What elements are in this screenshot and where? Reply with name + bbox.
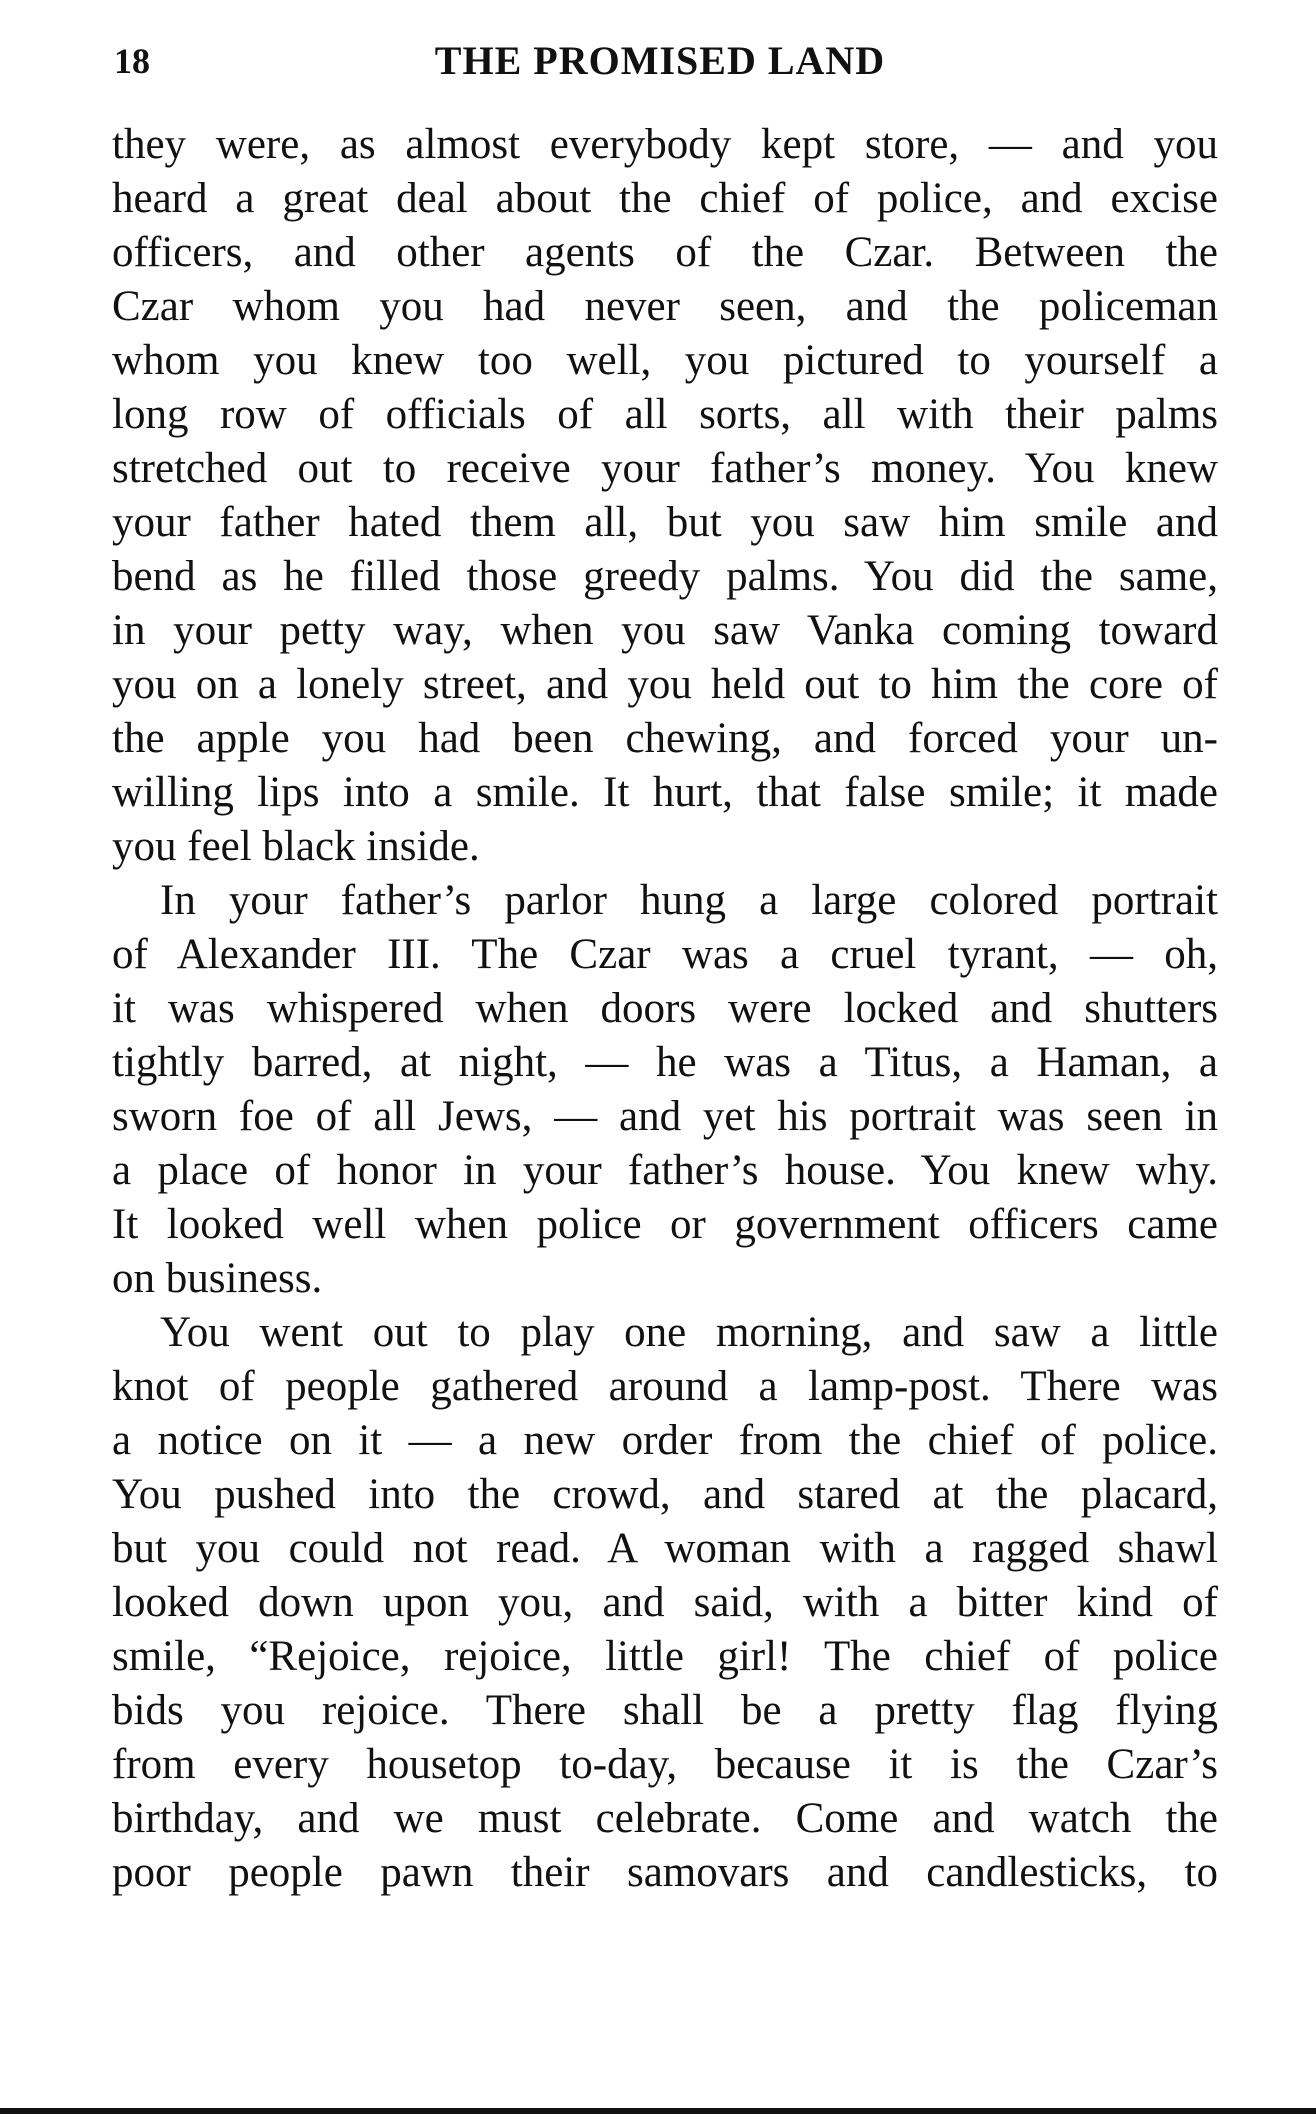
text-line: Czar whom you had never seen, and the policeman — [112, 283, 1218, 330]
paragraph-1 — [112, 118, 1218, 874]
text-line: sworn foe of all Jews, — and yet his portrait was seen in — [112, 1093, 1218, 1140]
text-line: bend as he filled those greedy palms. You did the same, — [112, 553, 1218, 600]
body-text — [112, 118, 1218, 1900]
text-line: knot of people gathered around a lamp-post. There was — [112, 1363, 1218, 1410]
text-line: they were, as almost everybody kept store, — and you — [112, 121, 1218, 168]
text-line: it was whispered when doors were locked and shutters — [112, 985, 1218, 1032]
text-line: whom you knew too well, you pictured to yourself a — [112, 337, 1218, 384]
bottom-rule — [0, 2108, 1316, 2114]
text-line: you on a lonely street, and you held out to him the core of — [112, 661, 1218, 708]
text-line: You pushed into the crowd, and stared at the placard, — [112, 1471, 1218, 1518]
text-line: a place of honor in your father’s house. You knew why. — [112, 1147, 1218, 1194]
text-line: of Alexander III. The Czar was a cruel tyrant, — oh, — [112, 931, 1218, 978]
text-line: looked down upon you, and said, with a bitter kind of — [112, 1579, 1218, 1626]
text-line: from every housetop to-day, because it is the Czar’s — [112, 1741, 1218, 1788]
text-line: in your petty way, when you saw Vanka coming toward — [112, 607, 1218, 654]
text-line: your father hated them all, but you saw him smile and — [112, 499, 1218, 546]
text-line: poor people pawn their samovars and candlesticks, to — [112, 1849, 1218, 1896]
paragraph-2 — [112, 874, 1218, 1306]
running-title: THE PROMISED LAND — [434, 38, 886, 83]
text-line: a notice on it — a new order from the chief of police. — [112, 1417, 1218, 1464]
text-line: the apple you had been chewing, and forced your un- — [112, 715, 1218, 762]
text-line: It looked well when police or government officers came — [112, 1201, 1218, 1248]
text-line: long row of officials of all sorts, all with their palms — [112, 391, 1218, 438]
text-line: but you could not read. A woman with a ragged shawl — [112, 1525, 1218, 1572]
text-line: officers, and other agents of the Czar. Between the — [112, 229, 1218, 276]
text-line: heard a great deal about the chief of police, and excise — [112, 175, 1218, 222]
text-line: bids you rejoice. There shall be a pretty flag flying — [112, 1687, 1218, 1734]
text-line: stretched out to receive your father’s money. You knew — [112, 445, 1218, 492]
text-line: smile, “Rejoice, rejoice, little girl! The chief of police — [112, 1633, 1218, 1680]
text-line: willing lips into a smile. It hurt, that false smile; it made — [112, 769, 1218, 816]
text-line: on business. — [112, 1255, 323, 1302]
paragraph-3 — [112, 1306, 1218, 1900]
text-line: you feel black inside. — [112, 823, 480, 870]
text-line: In your father’s parlor hung a large colored portrait — [160, 877, 1218, 924]
page-number: 18 — [114, 41, 150, 81]
text-line: birthday, and we must celebrate. Come and watch the — [112, 1795, 1218, 1842]
text-line: tightly barred, at night, — he was a Titus, a Haman, a — [112, 1039, 1218, 1086]
text-line: You went out to play one morning, and saw a little — [160, 1309, 1218, 1356]
